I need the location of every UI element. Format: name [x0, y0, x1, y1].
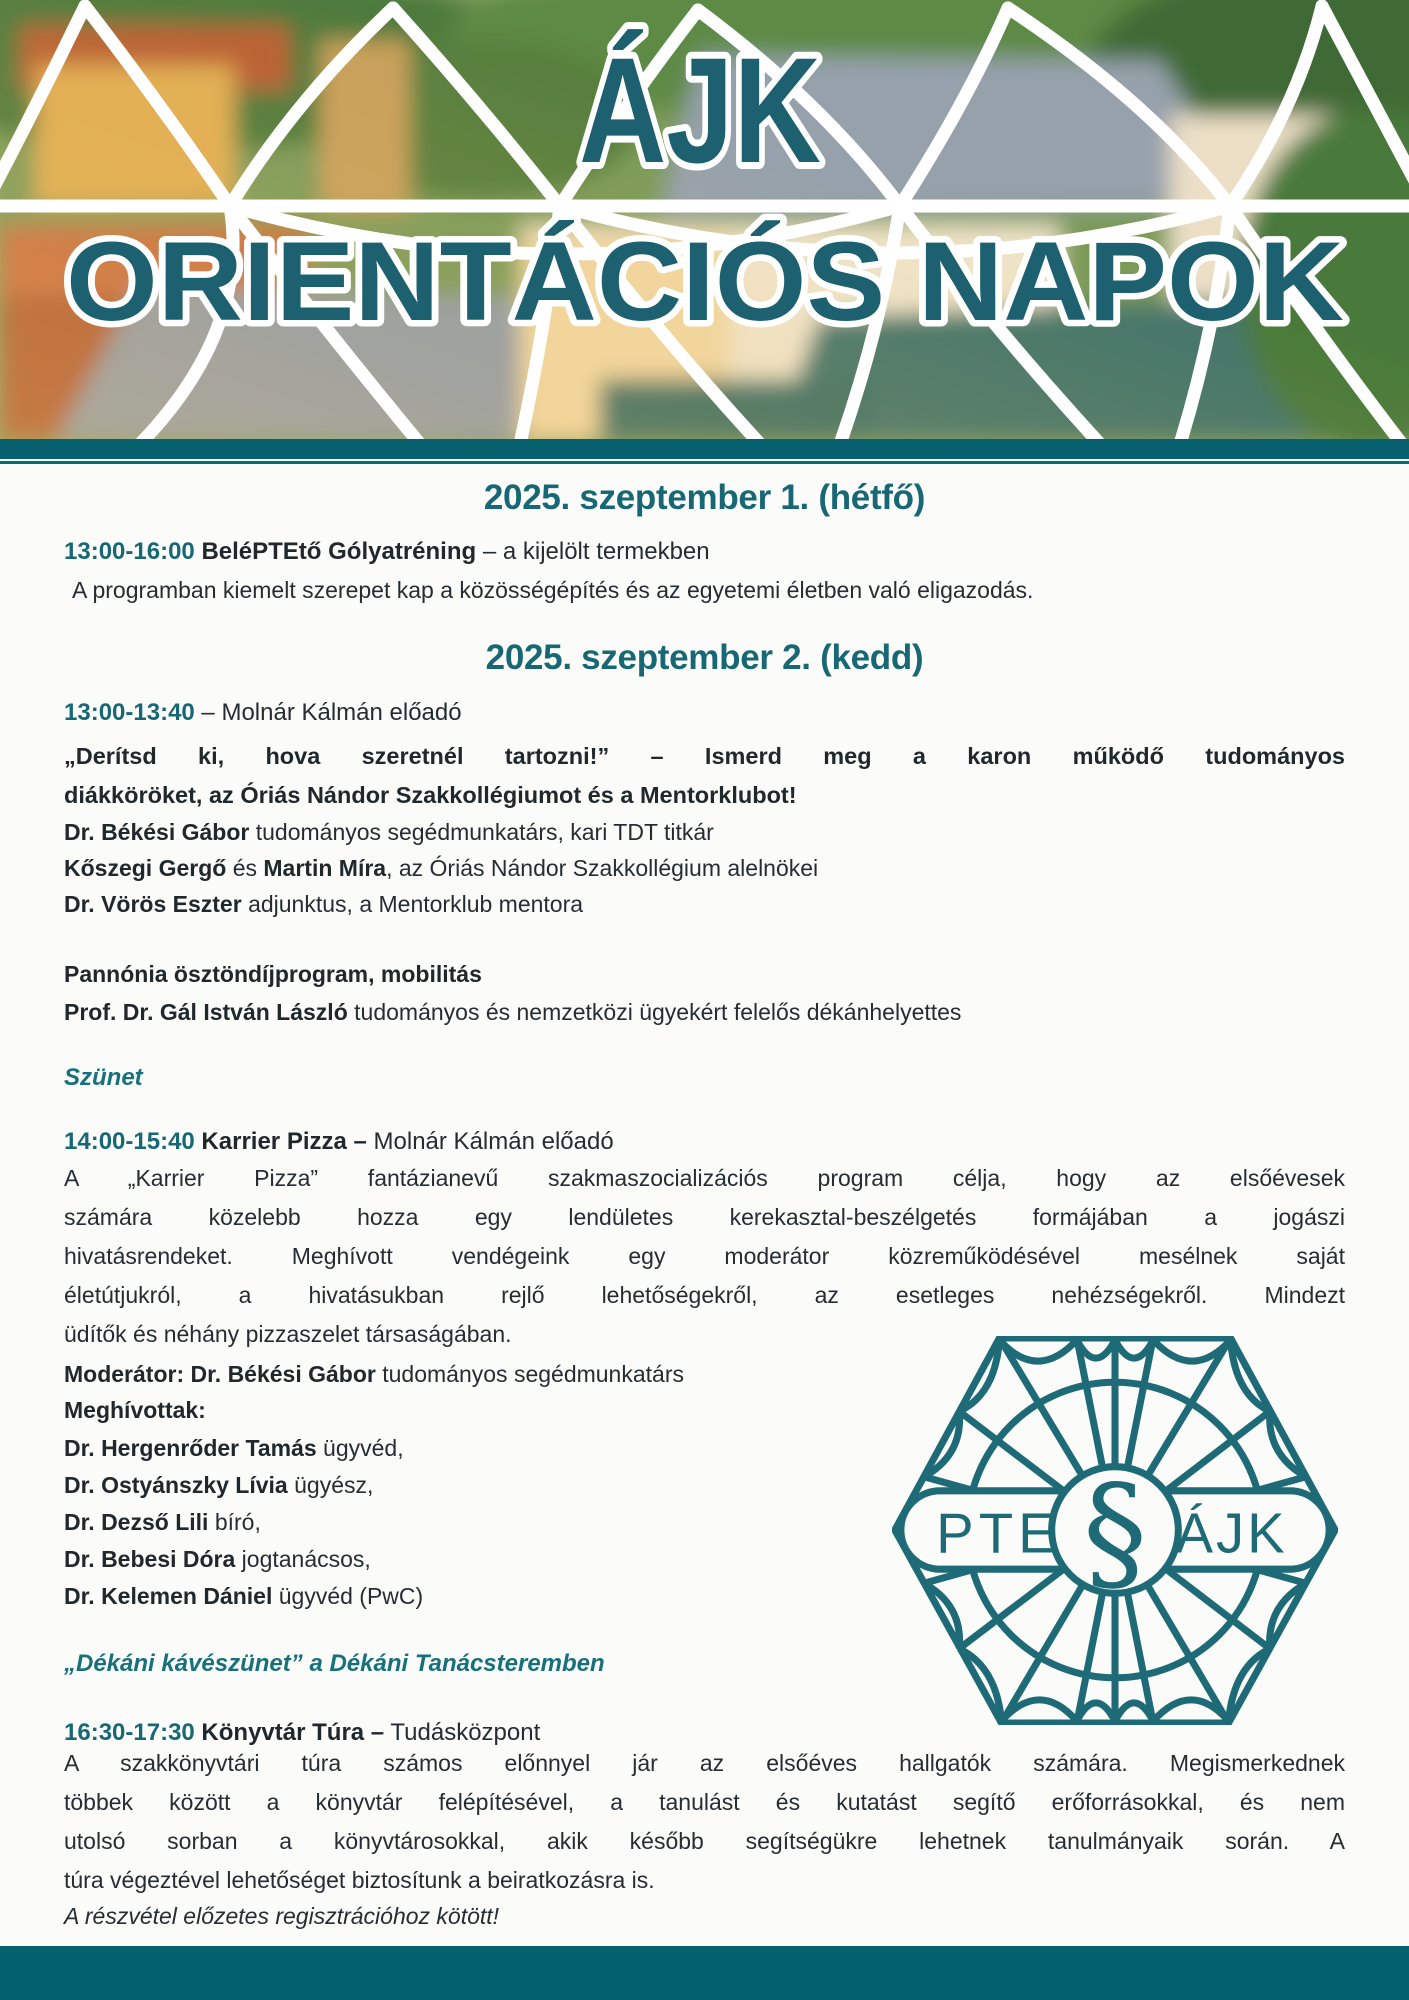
registration-note: A részvétel előzetes regisztrációhoz kötött!: [64, 1903, 500, 1929]
logo-section-sign: §: [1082, 1458, 1148, 1608]
header-title-line2: ORIENTÁCIÓS NAPOK: [66, 219, 1344, 344]
guest-role: ügyvéd,: [316, 1435, 404, 1461]
speaker-name: Prof. Dr. Gál István László: [64, 999, 348, 1025]
header-photo: [0, 0, 1409, 440]
day2-heading: 2025. szeptember 2. (kedd): [485, 638, 924, 677]
logo-text-pte: PTE: [936, 1501, 1061, 1565]
speaker-role: adjunktus, a Mentorklub mentora: [241, 891, 584, 917]
guest-role: bíró,: [208, 1509, 261, 1535]
pte-ajk-logo: [892, 1336, 1338, 1725]
speaker-name: Kőszegi Gergő: [64, 855, 227, 881]
day1-event1-row: [64, 536, 1345, 567]
guest-name: Dr. Hergenrőder Tamás: [64, 1435, 317, 1461]
guest-name: Dr. Kelemen Dániel: [64, 1583, 273, 1609]
talk1-title-line1: „Derítsd ki, hova szeretnél tartozni!” – Ismerd meg a karon működő tudományos: [64, 743, 1345, 769]
talk3-desc-line: üdítők és néhány pizzaszelet társaságában.: [64, 1321, 512, 1347]
speaker-mid: és: [226, 855, 264, 881]
guest-role: ügyész,: [287, 1472, 374, 1498]
header-title-line1: ÁJK: [579, 26, 821, 194]
talk1-title-line2: diákköröket, az Óriás Nándor Szakkollégiumot és a Mentorklubot!: [64, 782, 797, 808]
event1-time: 13:00-16:00: [64, 538, 195, 565]
talk3-desc-line: életútjukról, a hivatásukban rejlő lehetőségekről, az esetleges nehézségekről. Mindezt: [64, 1282, 1345, 1308]
talk1-speaker1: [64, 818, 1345, 848]
talk3-title: Karrier Pizza –: [194, 1128, 367, 1155]
speaker-name: Dr. Békési Gábor: [64, 819, 250, 845]
talk2-speaker: [64, 998, 1345, 1028]
talk4-desc-line: túra végeztével lehetőséget biztosítunk a beiratkozásra is.: [64, 1867, 655, 1893]
guest-name: Dr. Ostyánszky Lívia: [64, 1472, 288, 1498]
moderator-role: tudományos segédmunkatárs: [375, 1361, 684, 1387]
talk1-time: 13:00-13:40: [64, 699, 195, 726]
talk3-row: [64, 1126, 1345, 1157]
talk3-tail: Molnár Kálmán előadó: [366, 1128, 614, 1155]
speaker-role: , az Óriás Nándor Szakkollégium alelnökei: [386, 855, 819, 881]
talk1-row: [64, 697, 1345, 728]
speaker-role: tudományos segédmunkatárs, kari TDT titkár: [249, 819, 714, 845]
talk1-speaker2: [64, 854, 1345, 884]
day1-heading: 2025. szeptember 1. (hétfő): [483, 478, 926, 517]
logo-text-ajk: ÁJK: [1175, 1501, 1288, 1565]
talk3-desc-line: számára közelebb hozza egy lendületes kerekasztal-beszélgetés formájában a jogászi: [64, 1204, 1345, 1230]
guest-name: Dr. Bebesi Dóra: [64, 1546, 236, 1572]
footer-bar: [0, 1946, 1409, 2000]
guests-label: Meghívottak:: [64, 1397, 206, 1423]
talk4-time: 16:30-17:30: [64, 1719, 195, 1746]
talk3-desc-line: A „Karrier Pizza” fantázianevű szakmaszocializációs program célja, hogy az elsőévesek: [64, 1165, 1345, 1191]
speaker-name: Dr. Vörös Eszter: [64, 891, 242, 917]
talk4-desc-line: utolsó sorban a könyvtárosokkal, akik később segítségükre lehetnek tanulmányaik során. A: [64, 1828, 1345, 1854]
header-divider-bar: [0, 439, 1409, 459]
coffee-break-label: „Dékáni kávészünet” a Dékáni Tanácsteremben: [64, 1650, 605, 1677]
event1-tail: – a kijelölt termekben: [476, 538, 710, 565]
talk1-speaker3: [64, 890, 1345, 920]
speaker-name: Martin Míra: [263, 855, 387, 881]
pte-ajk-logo-svg: [892, 1336, 1338, 1725]
break-label: Szünet: [64, 1064, 143, 1091]
guest-role: jogtanácsos,: [235, 1546, 371, 1572]
event1-title: BeléPTEtő Gólyatréning: [201, 538, 477, 565]
talk1-tail: – Molnár Kálmán előadó: [194, 699, 462, 726]
talk4-desc-line: A szakkönyvtári túra számos előnnyel jár az elsőéves hallgatók számára. Megismerkednek: [64, 1750, 1345, 1776]
header-divider-line: [0, 461, 1409, 464]
talk2-title: Pannónia ösztöndíjprogram, mobilitás: [64, 961, 482, 987]
talk4-title: Könyvtár Túra –: [194, 1719, 385, 1746]
guest-name: Dr. Dezső Lili: [64, 1509, 209, 1535]
guest-role: ügyvéd (PwC): [272, 1583, 424, 1609]
talk4-tail: Tudásközpont: [384, 1719, 541, 1746]
day1-event1-desc: A programban kiemelt szerepet kap a közösségépítés és az egyetemi életben való eligazodás.: [72, 577, 1034, 603]
moderator-name: Moderátor: Dr. Békési Gábor: [64, 1361, 376, 1387]
speaker-role: tudományos és nemzetközi ügyekért felelős dékánhelyettes: [347, 999, 962, 1025]
talk3-desc-line: hivatásrendeket. Meghívott vendégeink egy moderátor közreműködésével mesélnek saját: [64, 1243, 1345, 1269]
header-photo-svg: [0, 0, 1409, 440]
talk4-desc-line: többek között a könyvtár felépítésével, a tanulást és kutatást segítő erőforrásokkal, és nem: [64, 1789, 1345, 1815]
talk3-time: 14:00-15:40: [64, 1128, 195, 1155]
